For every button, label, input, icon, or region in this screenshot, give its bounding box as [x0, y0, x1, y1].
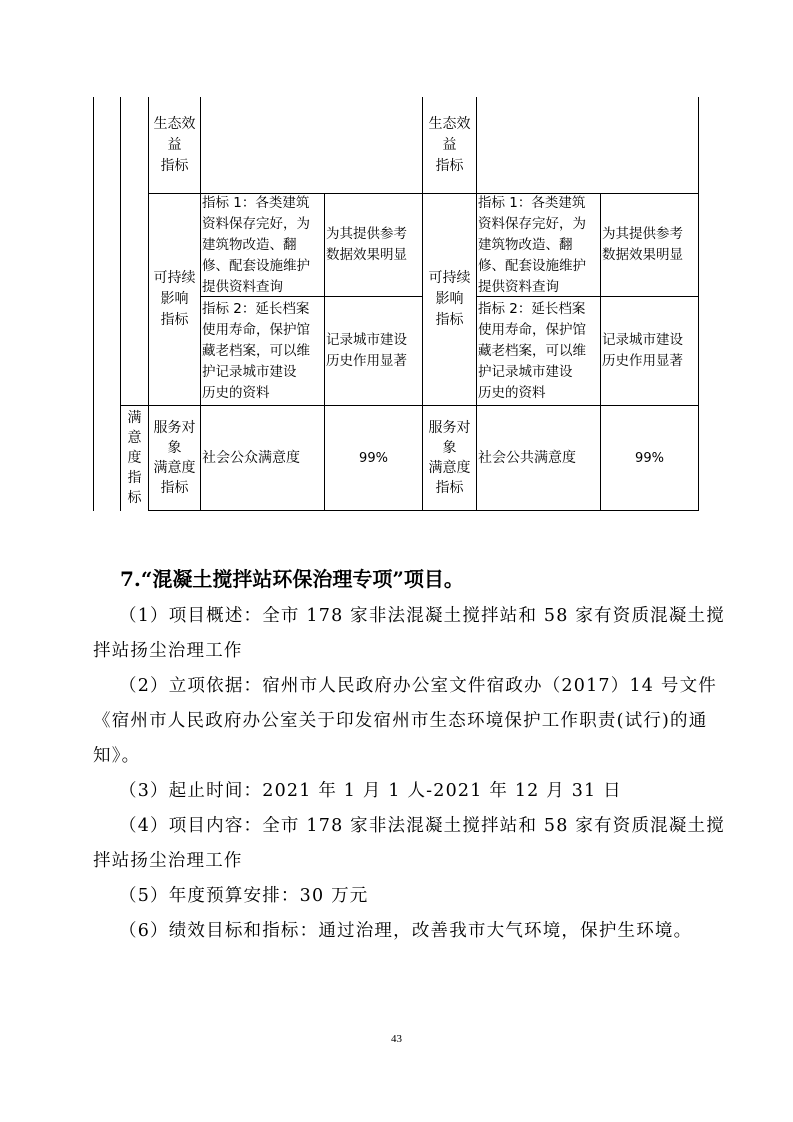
row-label-sustainability-left: 可持续 影响 指标	[153, 270, 196, 328]
indicator-cell: 指标 1：各类建筑 资料保存完好，为 建筑物改造、翻 修、配套设施维护 提供资料查询	[478, 194, 586, 295]
indicator-cell: 指标 1：各类建筑 资料保存完好，为 建筑物改造、翻 修、配套设施维护 提供资料查询	[202, 194, 310, 295]
indicator-cell: 指标 2：延长档案 使用寿命，保护馆 藏老档案，可以维 护记录城市建设 历史的资料	[202, 300, 310, 401]
value-cell: 为其提供参考 数据效果明显	[326, 226, 407, 263]
paragraph-overview	[93, 599, 733, 669]
value-cell: 99%	[359, 450, 388, 466]
row-label-satisfaction-left: 服务对 象 满意度 指标	[153, 420, 196, 496]
page-number: 43	[391, 1033, 402, 1045]
paragraph-text: （3）起止时间：2021 年 1 月 1 人-2021 年 12 月 31 日	[119, 781, 622, 801]
row-label-ecological-left: 生态效 益 指标	[153, 115, 196, 174]
paragraph-goals	[93, 914, 733, 949]
indicator-cell: 社会公共满意度	[478, 449, 576, 466]
table-border-bottom	[148, 510, 699, 511]
indicator-cell: 指标 2：延长档案 使用寿命，保护馆 藏老档案，可以维 护记录城市建设 历史的资料	[478, 300, 586, 401]
row-label-sustainability-right: 可持续 影响 指标	[428, 270, 471, 328]
indicator-cell: 社会公众满意度	[202, 449, 300, 466]
value-cell: 记录城市建设 历史作用显著	[326, 332, 407, 369]
paragraph-basis	[93, 669, 733, 774]
indicator-table	[93, 97, 699, 511]
category-label-satisfaction: 满 意 度 指 标	[127, 410, 142, 506]
section-heading: 7.“混凝土搅拌站环保治理专项”项目。	[120, 567, 464, 591]
row-label-satisfaction-right: 服务对 象 满意度 指标	[428, 420, 471, 496]
paragraph-text: （4）项目内容：全市 178 家非法混凝土搅拌站和 58 家有资质混凝土搅拌站扬尘治理工作	[93, 816, 725, 871]
paragraph-period	[93, 774, 733, 809]
paragraph-text: （1）项目概述：全市 178 家非法混凝土搅拌站和 58 家有资质混凝土搅拌站扬尘治理工作	[93, 606, 725, 661]
paragraph-text: （6）绩效目标和指标：通过治理，改善我市大气环境，保护生环境。	[119, 921, 693, 941]
paragraph-text: （5）年度预算安排：30 万元	[119, 886, 369, 906]
paragraph-text: （2）立项依据：宿州市人民政府办公室文件宿政办（2017）14 号文件《宿州市人民政府办公室关于印发宿州市生态环境保护工作职责(试行)的通知》。	[93, 676, 717, 766]
paragraph-content	[93, 809, 733, 879]
paragraph-budget	[93, 879, 733, 914]
value-cell: 记录城市建设 历史作用显著	[602, 332, 683, 369]
table-border-left	[93, 97, 94, 511]
row-label-ecological-right: 生态效 益 指标	[428, 115, 471, 174]
table-border-right	[698, 97, 699, 511]
value-cell: 99%	[635, 450, 664, 466]
value-cell: 为其提供参考 数据效果明显	[602, 226, 683, 263]
